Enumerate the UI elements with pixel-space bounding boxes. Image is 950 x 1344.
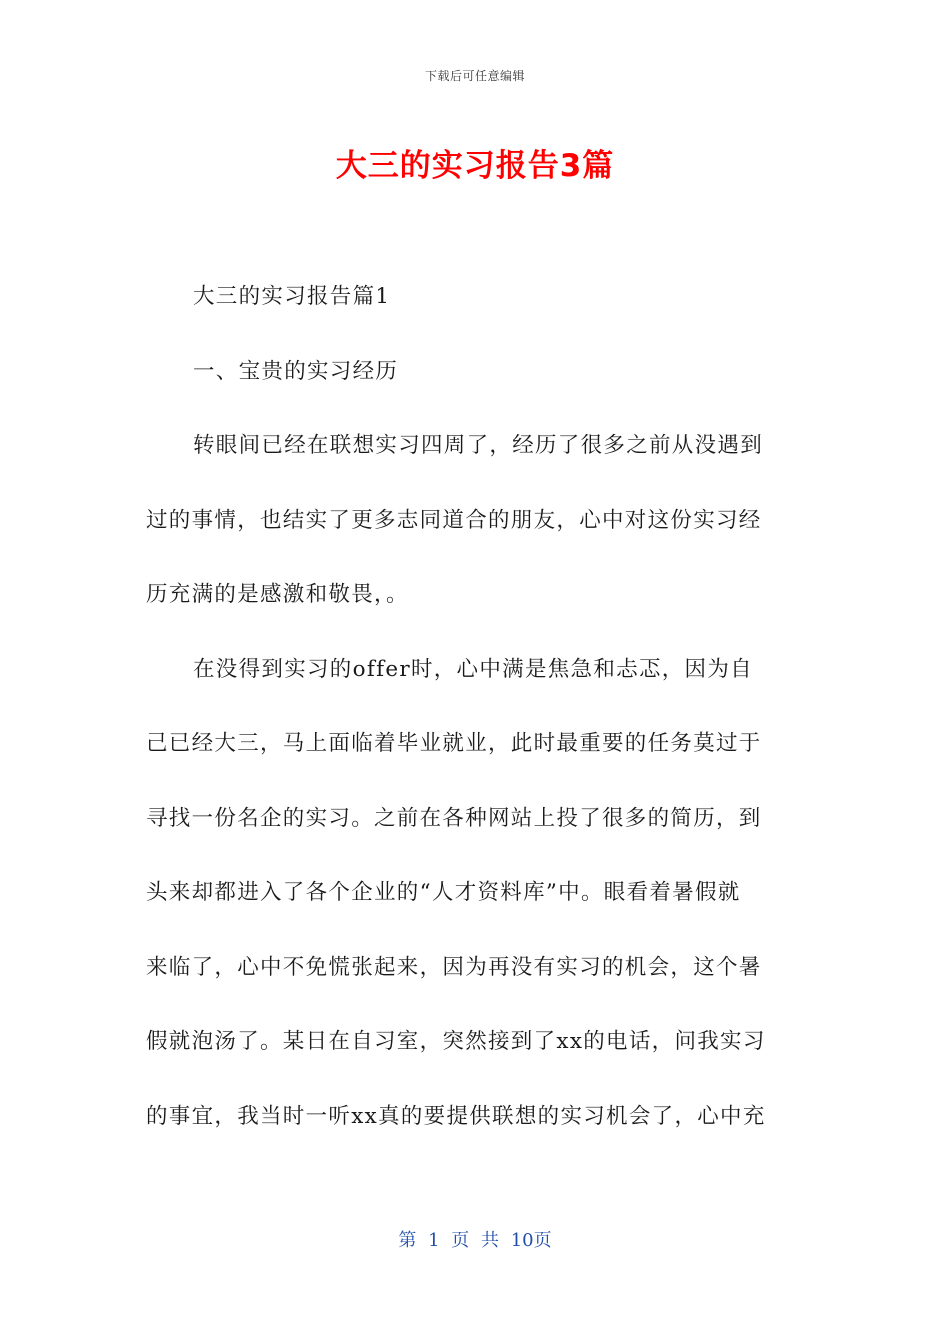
page-number-footer: 第 1 页 共 10页 [398,1230,552,1251]
paragraph-line: 历充满的是感激和敬畏，。 [146,582,409,607]
paragraph-line: 在没得到实习的offer时，心中满是焦急和忐忑，因为自 [193,656,753,682]
paragraph-line: 己已经大三，马上面临着毕业就业，此时最重要的任务莫过于 [146,731,762,756]
paragraph-line: 假就泡汤了。某日在自习室，突然接到了xx的电话，问我实习 [146,1029,766,1054]
paragraph-line: 头来却都进入了各个企业的“人才资料库”中。眼看着暑假就 [146,880,741,905]
subsection-heading: 一、宝贵的实习经历 [193,358,399,384]
paragraph-line: 的事宜，我当时一听xx真的要提供联想的实习机会了，心中充 [146,1103,766,1129]
paragraph-line: 过的事情，也结实了更多志同道合的朋友，心中对这份实习经 [146,507,762,533]
header-note: 下载后可任意编辑 [424,69,525,83]
paragraph-line: 来临了，心中不免慌张起来，因为再没有实习的机会，这个暑 [146,954,762,980]
document-body [146,278,800,1172]
paragraph-line: 寻找一份名企的实习。之前在各种网站上投了很多的简历，到 [146,805,762,831]
paragraph-line: 转眼间已经在联想实习四周了，经历了很多之前从没遇到 [193,433,764,458]
section-heading: 大三的实习报告篇1 [193,284,391,309]
document-title: 大三的实习报告3篇 [335,148,615,184]
